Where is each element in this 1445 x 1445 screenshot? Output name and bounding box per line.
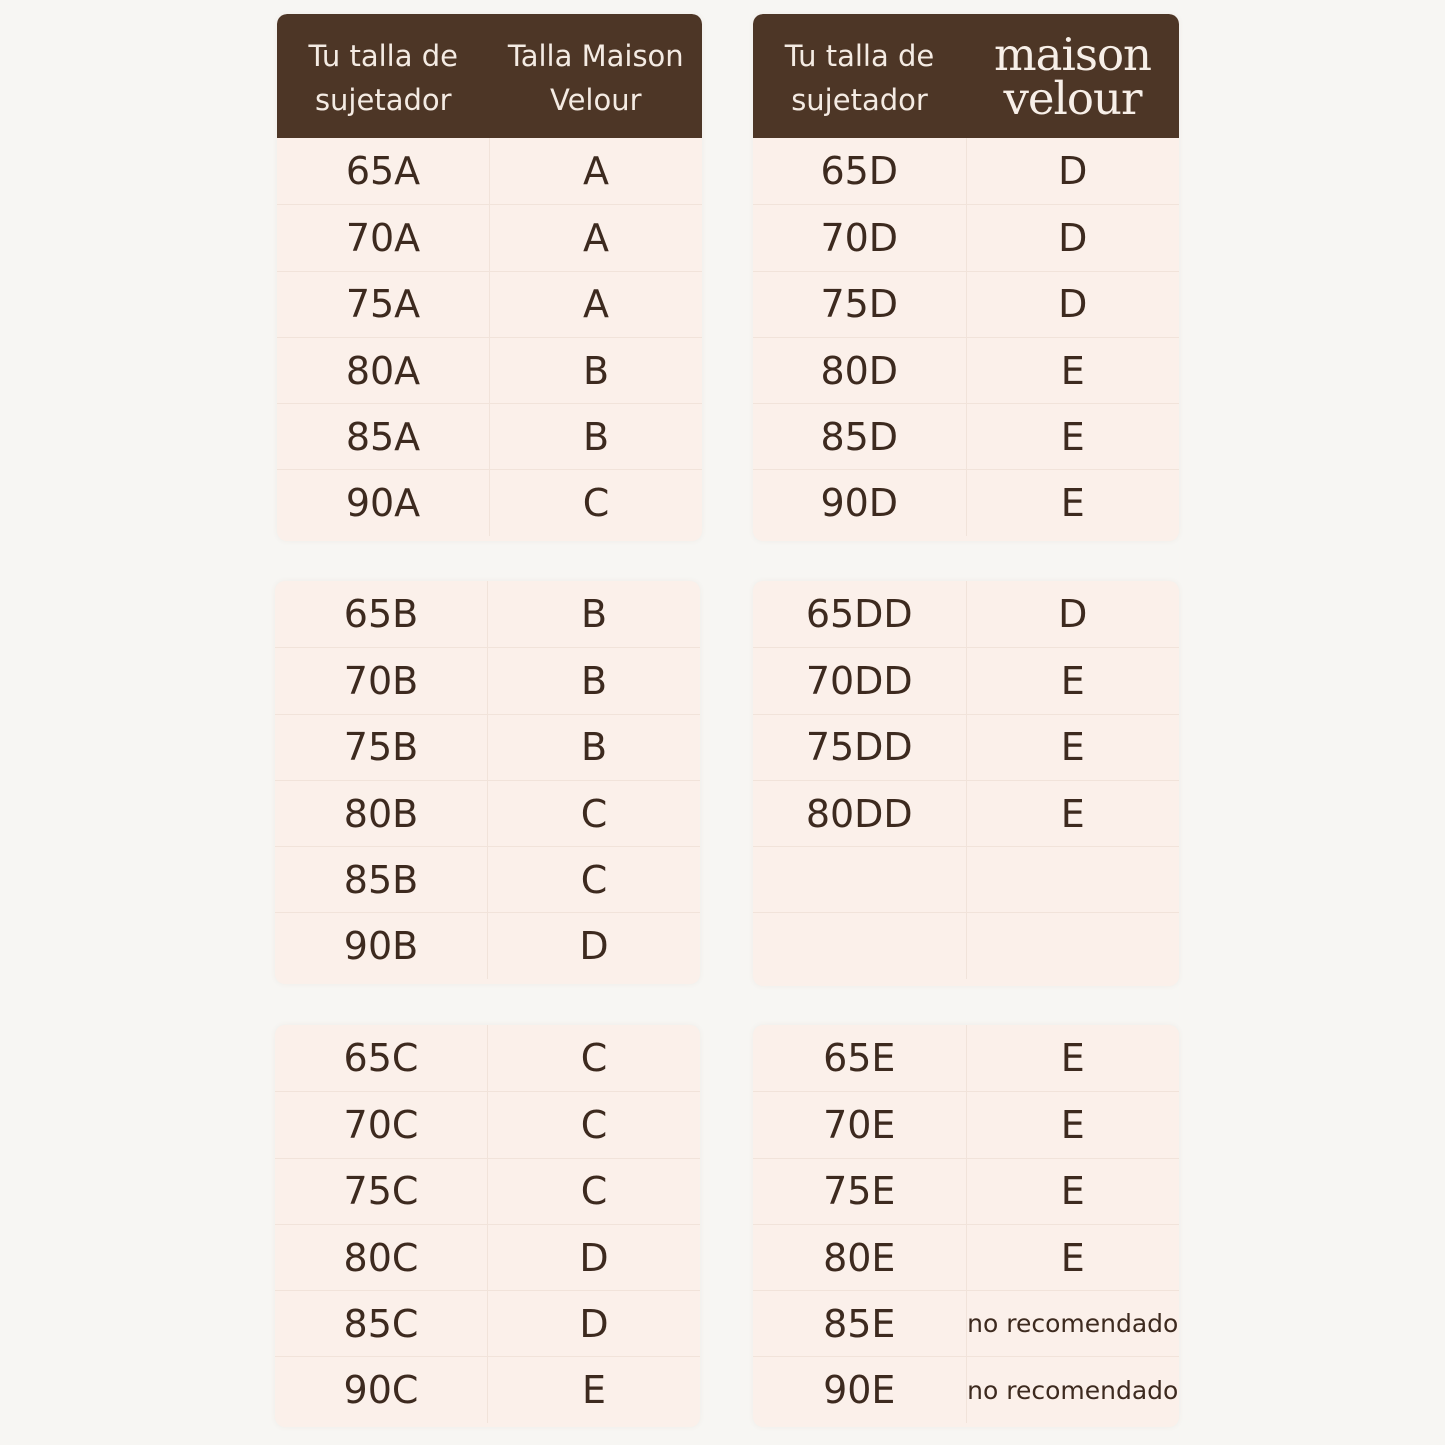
maison-size-cell: E: [581, 1368, 606, 1413]
your-size-cell: 85D: [753, 404, 967, 469]
table-row: [753, 1290, 1179, 1356]
your-size-cell: 85A: [277, 404, 490, 469]
maison-size-cell: C: [582, 481, 610, 526]
your-size-cell: 80E: [753, 1225, 967, 1290]
table-row: [753, 581, 1179, 647]
maison-size-cell: no recomendado: [967, 1375, 1179, 1405]
maison-size-cell: D: [1058, 282, 1088, 327]
your-size-cell: 90A: [277, 470, 490, 535]
your-size-cell: 65A: [277, 138, 490, 204]
your-size-cell: 70C: [275, 1092, 488, 1157]
your-size-cell: 75A: [277, 272, 490, 337]
table-row: [753, 138, 1179, 204]
table-row: [753, 403, 1179, 469]
header-your-size: [753, 14, 966, 138]
header-maison-size-line2: Velour: [549, 83, 642, 117]
your-size-cell: 85E: [753, 1291, 967, 1356]
maison-size-cell: C: [580, 1169, 608, 1214]
your-size-cell: 75B: [275, 715, 488, 780]
table-header: [277, 14, 702, 138]
size-table-c: [275, 1025, 700, 1427]
maison-size-cell: E: [1060, 414, 1085, 459]
your-size-cell: 70E: [753, 1092, 967, 1157]
table-row: [275, 1290, 700, 1356]
table-body: [753, 581, 1179, 979]
maison-size-cell: E: [1060, 1036, 1085, 1081]
maison-size-cell: B: [580, 725, 608, 770]
table-row: [277, 403, 702, 469]
table-row: [275, 1091, 700, 1157]
your-size-cell: 90D: [753, 470, 967, 535]
table-row: [277, 337, 702, 403]
maison-size-cell: [967, 847, 1180, 912]
maison-size-cell: D: [579, 1235, 609, 1280]
table-row: [753, 204, 1179, 270]
maison-size-cell: A: [583, 282, 609, 327]
maison-size-cell: A: [583, 149, 609, 194]
maison-size-cell: B: [580, 592, 608, 637]
your-size-cell: 65DD: [753, 581, 967, 647]
maison-size-cell: E: [1060, 725, 1085, 770]
your-size-cell: 80D: [753, 338, 967, 403]
maison-size-cell: no recomendado: [967, 1309, 1179, 1339]
your-size-cell: 80B: [275, 781, 488, 846]
table-row: [277, 138, 702, 204]
maison-size-cell: E: [1060, 658, 1085, 703]
maison-size-cell: C: [580, 857, 608, 902]
your-size-cell: 70B: [275, 648, 488, 713]
maison-size-cell: E: [1060, 1169, 1085, 1214]
table-body: [275, 1025, 700, 1423]
your-size-cell: 85B: [275, 847, 488, 912]
maison-velour-logo: [966, 14, 1179, 138]
your-size-cell: 75D: [753, 272, 967, 337]
your-size-cell: 70DD: [753, 648, 967, 713]
header-your-size: [277, 14, 490, 138]
maison-size-cell: C: [580, 791, 608, 836]
maison-size-cell: D: [1058, 592, 1088, 637]
maison-size-cell: B: [582, 348, 610, 393]
maison-size-cell: A: [583, 215, 609, 260]
table-row: [275, 846, 700, 912]
your-size-cell: 90C: [275, 1357, 488, 1422]
table-row: [275, 780, 700, 846]
your-size-cell: 75C: [275, 1159, 488, 1224]
table-row: [275, 1025, 700, 1091]
table-body: [277, 138, 702, 536]
table-body: [753, 138, 1179, 536]
your-size-cell: 90E: [753, 1357, 967, 1422]
table-row: [753, 780, 1179, 846]
table-row: [275, 1356, 700, 1422]
table-row: [277, 469, 702, 535]
table-body: [753, 1025, 1179, 1423]
size-table-d: [753, 14, 1179, 541]
header-your-size-line2: sujetador: [314, 83, 452, 117]
table-row: [275, 581, 700, 647]
your-size-cell: 75E: [753, 1159, 967, 1224]
maison-size-cell: E: [1060, 348, 1085, 393]
maison-size-cell: E: [1060, 1235, 1085, 1280]
header-maison-size: [490, 14, 703, 138]
table-row: [277, 271, 702, 337]
your-size-cell: 65E: [753, 1025, 967, 1091]
table-row: [277, 204, 702, 270]
table-row: [753, 337, 1179, 403]
your-size-cell: 75DD: [753, 715, 967, 780]
your-size-cell: 90B: [275, 913, 488, 978]
maison-size-cell: C: [580, 1036, 608, 1081]
header-your-size-line1: Tu talla de: [308, 39, 458, 73]
maison-size-cell: D: [579, 924, 609, 969]
table-row: [753, 846, 1179, 912]
size-table-b: [275, 581, 700, 984]
your-size-cell: 85C: [275, 1291, 488, 1356]
your-size-cell: 65B: [275, 581, 488, 647]
maison-size-cell: E: [1060, 481, 1085, 526]
table-row: [753, 647, 1179, 713]
your-size-cell: 80C: [275, 1225, 488, 1290]
table-row: [275, 1158, 700, 1224]
your-size-cell: 80DD: [753, 781, 967, 846]
your-size-cell: 65D: [753, 138, 967, 204]
table-row: [753, 1224, 1179, 1290]
table-row: [753, 1025, 1179, 1091]
table-row: [753, 469, 1179, 535]
maison-size-cell: C: [580, 1102, 608, 1147]
maison-size-cell: D: [1058, 149, 1088, 194]
header-maison-size-line1: Talla Maison: [507, 39, 684, 73]
logo-line1: maison: [993, 28, 1152, 81]
table-row: [753, 1356, 1179, 1422]
table-row: [275, 912, 700, 978]
logo-line2: velour: [1003, 72, 1142, 125]
table-row: [753, 1158, 1179, 1224]
table-row: [753, 714, 1179, 780]
maison-size-cell: D: [579, 1301, 609, 1346]
your-size-cell: [753, 913, 967, 978]
maison-size-cell: E: [1060, 791, 1085, 836]
table-row: [753, 1091, 1179, 1157]
table-body: [275, 581, 700, 979]
table-row: [275, 1224, 700, 1290]
your-size-cell: 65C: [275, 1025, 488, 1091]
header-your-size-line2: sujetador: [791, 83, 928, 117]
your-size-cell: [753, 847, 967, 912]
maison-size-cell: [967, 913, 1180, 978]
table-row: [753, 271, 1179, 337]
table-header: [753, 14, 1179, 138]
maison-size-cell: B: [580, 658, 608, 703]
size-table-a: [277, 14, 702, 541]
maison-size-cell: D: [1058, 215, 1088, 260]
your-size-cell: 70D: [753, 205, 967, 270]
size-table-dd: [753, 581, 1179, 986]
your-size-cell: 70A: [277, 205, 490, 270]
table-row: [275, 647, 700, 713]
table-row: [753, 912, 1179, 978]
table-row: [275, 714, 700, 780]
maison-size-cell: E: [1060, 1102, 1085, 1147]
header-your-size-line1: Tu talla de: [784, 39, 935, 73]
maison-size-cell: B: [582, 414, 610, 459]
your-size-cell: 80A: [277, 338, 490, 403]
size-table-e: [753, 1025, 1179, 1427]
